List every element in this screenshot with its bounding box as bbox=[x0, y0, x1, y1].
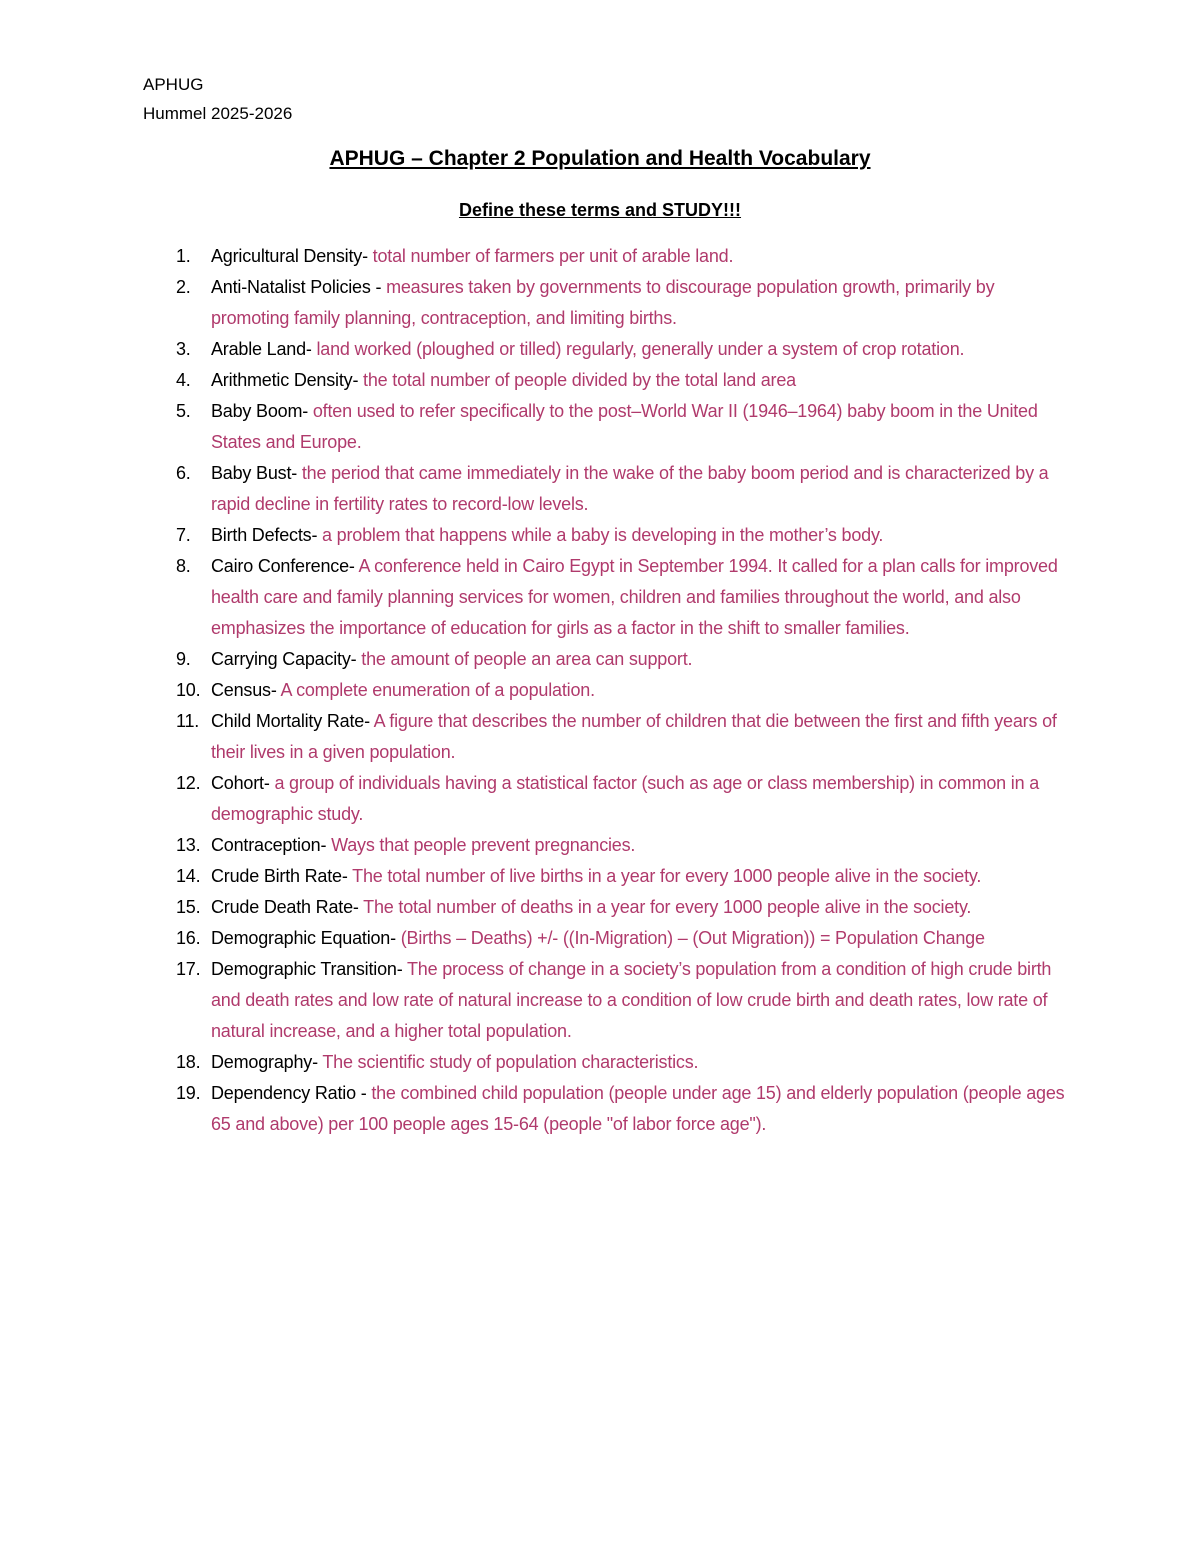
list-item bbox=[150, 923, 1075, 954]
course-name: APHUG bbox=[143, 75, 204, 94]
term-separator: - bbox=[364, 711, 374, 731]
item-number: 17. bbox=[176, 959, 201, 979]
item-number: 2. bbox=[176, 277, 191, 297]
list-item bbox=[150, 551, 1075, 644]
item-number: 7. bbox=[176, 525, 191, 545]
vocab-term: Arable Land bbox=[211, 339, 306, 359]
list-item bbox=[150, 458, 1075, 520]
list-item bbox=[150, 830, 1075, 861]
list-item bbox=[150, 892, 1075, 923]
term-separator: - bbox=[390, 928, 401, 948]
term-separator: - bbox=[320, 835, 332, 855]
item-number: 18. bbox=[176, 1052, 201, 1072]
vocab-term: Carrying Capacity bbox=[211, 649, 351, 669]
vocab-term: Anti-Natalist Policies bbox=[211, 277, 371, 297]
list-item bbox=[150, 706, 1075, 768]
item-number: 8. bbox=[176, 556, 191, 576]
item-number: 1. bbox=[176, 246, 191, 266]
term-separator: - bbox=[348, 556, 359, 576]
list-item bbox=[150, 1078, 1075, 1140]
term-separator: - bbox=[291, 463, 302, 483]
vocab-term: Demography bbox=[211, 1052, 313, 1072]
vocab-term: Birth Defects bbox=[211, 525, 312, 545]
vocab-definition: A complete enumeration of a population. bbox=[280, 680, 595, 700]
item-number: 14. bbox=[176, 866, 201, 886]
term-separator: - bbox=[362, 246, 373, 266]
item-number: 16. bbox=[176, 928, 201, 948]
term-separator: - bbox=[263, 773, 275, 793]
item-number: 19. bbox=[176, 1083, 201, 1103]
vocab-term: Crude Death Rate bbox=[211, 897, 353, 917]
vocab-term: Baby Boom bbox=[211, 401, 303, 421]
item-number: 11. bbox=[176, 711, 200, 731]
vocab-definition: land worked (ploughed or tilled) regularly, generally under a system of crop rotation. bbox=[316, 339, 965, 359]
list-item bbox=[150, 768, 1075, 830]
vocab-definition: The scientific study of population characteristics. bbox=[322, 1052, 699, 1072]
item-number: 15. bbox=[176, 897, 201, 917]
item-number: 3. bbox=[176, 339, 191, 359]
vocab-term: Demographic Transition bbox=[211, 959, 397, 979]
vocab-term: Child Mortality Rate bbox=[211, 711, 365, 731]
term-separator: - bbox=[305, 339, 317, 359]
item-number: 6. bbox=[176, 463, 191, 483]
vocab-definition: A figure that describes the number of children that die between the first and fifth years of their lives in a given population. bbox=[211, 711, 1057, 762]
vocab-term: Demographic Equation bbox=[211, 928, 391, 948]
term-separator: - bbox=[311, 525, 323, 545]
vocab-term: Crude Birth Rate bbox=[211, 866, 342, 886]
vocab-definition: (Births – Deaths) +/- ((In-Migration) – (Out Migration)) = Population Change bbox=[400, 928, 985, 948]
vocab-definition: often used to refer specifically to the post–World War II (1946–1964) baby boom in the United States and Europe. bbox=[211, 401, 1038, 452]
list-item bbox=[150, 396, 1075, 458]
vocab-definition: a problem that happens while a baby is developing in the mother’s body. bbox=[322, 525, 884, 545]
vocab-definition: The total number of live births in a year for every 1000 people alive in the society. bbox=[352, 866, 982, 886]
item-number: 5. bbox=[176, 401, 191, 421]
vocab-definition: the combined child population (people under age 15) and elderly population (people ages 65 and above) per 100 people ages 15-64 (people "of labor force age"). bbox=[211, 1083, 1065, 1134]
vocab-definition: The total number of deaths in a year for every 1000 people alive in the society. bbox=[363, 897, 972, 917]
page-header bbox=[143, 70, 292, 128]
list-item bbox=[150, 365, 1075, 396]
list-item bbox=[150, 644, 1075, 675]
term-separator: - bbox=[312, 1052, 323, 1072]
term-separator: - bbox=[350, 649, 362, 669]
list-item bbox=[150, 861, 1075, 892]
list-item bbox=[150, 675, 1075, 706]
item-number: 4. bbox=[176, 370, 191, 390]
term-separator: - bbox=[352, 370, 364, 390]
vocab-definition: the period that came immediately in the wake of the baby boom period and is characterized by a rapid decline in fertility rates to record-low levels. bbox=[211, 463, 1049, 514]
vocab-definition: the total number of people divided by the total land area bbox=[363, 370, 796, 390]
list-item bbox=[150, 954, 1075, 1047]
vocab-definition: A conference held in Cairo Egypt in September 1994. It called for a plan calls for improved health care and family planning services for women, children and families throughout the world, and also emphasizes the importance of education for girls as a factor in the shift to smaller families. bbox=[211, 556, 1058, 638]
term-separator: - bbox=[302, 401, 313, 421]
list-item bbox=[150, 272, 1075, 334]
term-separator: - bbox=[352, 897, 364, 917]
item-number: 10. bbox=[176, 680, 201, 700]
vocab-term: Dependency Ratio bbox=[211, 1083, 356, 1103]
vocab-definition: a group of individuals having a statistical factor (such as age or class membership) in common in a demographic study. bbox=[211, 773, 1040, 824]
vocab-term: Baby Bust bbox=[211, 463, 292, 483]
vocab-definition: measures taken by governments to discourage population growth, primarily by promoting family planning, contraception, and limiting births. bbox=[211, 277, 995, 328]
term-separator: - bbox=[341, 866, 353, 886]
page-title: APHUG – Chapter 2 Population and Health Vocabulary bbox=[329, 147, 871, 170]
term-separator: - bbox=[355, 1083, 372, 1103]
list-item bbox=[150, 520, 1075, 551]
item-number: 13. bbox=[176, 835, 201, 855]
vocab-term: Cairo Conference bbox=[211, 556, 349, 576]
vocab-term: Agricultural Density bbox=[211, 246, 363, 266]
teacher-year: Hummel 2025-2026 bbox=[143, 104, 293, 123]
vocab-term: Census bbox=[211, 680, 271, 700]
item-number: 9. bbox=[176, 649, 191, 669]
vocab-term: Contraception bbox=[211, 835, 321, 855]
item-number: 12. bbox=[176, 773, 201, 793]
vocab-definition: The process of change in a society’s population from a condition of high crude birth and death rates and low rate of natural increase to a condition of low crude birth and death rates, low rate of natural increase, and a higher total population. bbox=[211, 959, 1052, 1041]
vocab-term: Arithmetic Density bbox=[211, 370, 353, 390]
list-item bbox=[150, 241, 1075, 272]
term-separator: - bbox=[270, 680, 281, 700]
vocab-definition: Ways that people prevent pregnancies. bbox=[331, 835, 636, 855]
vocabulary-list bbox=[150, 241, 1075, 1140]
page-subtitle: Define these terms and STUDY!!! bbox=[458, 200, 742, 220]
vocab-definition: the amount of people an area can support. bbox=[361, 649, 693, 669]
vocab-term: Cohort bbox=[211, 773, 264, 793]
term-separator: - bbox=[396, 959, 407, 979]
list-item bbox=[150, 334, 1075, 365]
vocab-definition: total number of farmers per unit of arable land. bbox=[372, 246, 734, 266]
list-item bbox=[150, 1047, 1075, 1078]
term-separator: - bbox=[370, 277, 387, 297]
